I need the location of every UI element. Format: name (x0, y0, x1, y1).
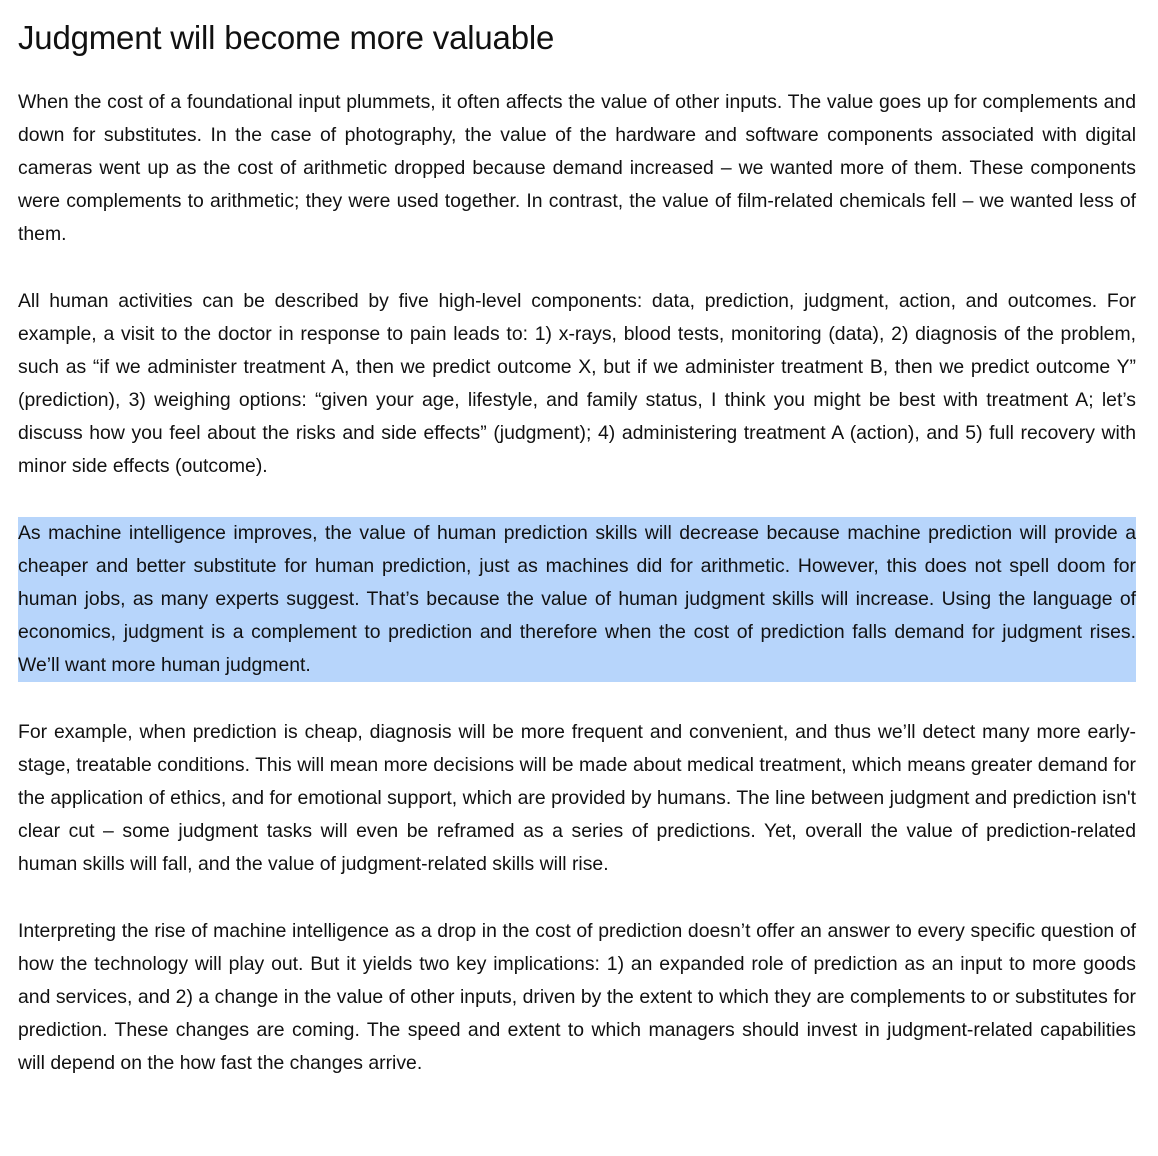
paragraph-example-diagnosis[interactable]: For example, when prediction is cheap, diagnosis will be more frequent and convenient, and thus we’ll detect many more early-stage, treatable conditions. This will mean more decisions will be made about medical treatment, which means greater demand for the application of ethics, and for emotional support, which are provided by humans. The line between judgment and prediction isn't clear cut – some judgment tasks will even be reframed as a series of predictions. Yet, overall the value of prediction-related human skills will fall, and the value of judgment-related skills will rise. (18, 721, 1136, 875)
paragraph-implications[interactable]: Interpreting the rise of machine intelligence as a drop in the cost of prediction doesn’t offer an answer to every specific question of how the technology will play out. But it yields two key implications: 1) an expanded role of prediction as an input to more goods and services, and 2) a change in the value of other inputs, driven by the extent to which they are complements to or substitutes for prediction. These changes are coming. The speed and extent to which managers should invest in judgment-related capabilities will depend on the how fast the changes arrive. (18, 920, 1136, 1074)
paragraph-complements[interactable]: When the cost of a foundational input plummets, it often affects the value of other inputs. The value goes up for complements and down for substitutes. In the case of photography, the value of the hardware and software components associated with digital cameras went up as the cost of arithmetic dropped because demand increased – we wanted more of them. These components were complements to arithmetic; they were used together. In contrast, the value of film-related chemicals fell – we wanted less of them. (18, 91, 1136, 245)
paragraph-selected-judgment[interactable]: As machine intelligence improves, the value of human prediction skills will decrease because machine prediction will provide a cheaper and better substitute for human prediction, just as machines did for arithmetic. However, this does not spell doom for human jobs, as many experts suggest. That’s because the value of human judgment skills will increase. Using the language of economics, judgment is a complement to prediction and therefore when the cost of prediction falls demand for judgment rises. We’ll want more human judgment. (18, 517, 1136, 682)
paragraph-human-activities[interactable]: All human activities can be described by five high-level components: data, prediction, judgment, action, and outcomes. For example, a visit to the doctor in response to pain leads to: 1) x-rays, blood tests, monitoring (data), 2) diagnosis of the problem, such as “if we administer treatment A, then we predict outcome X, but if we administer treatment B, then we predict outcome Y” (prediction), 3) weighing options: “given your age, lifestyle, and family status, I think you might be best with treatment A; let’s discuss how you feel about the risks and side effects” (judgment); 4) administering treatment A (action), and 5) full recovery with minor side effects (outcome). (18, 290, 1136, 477)
article-title: Judgment will become more valuable (18, 19, 555, 56)
article (18, 16, 1136, 1080)
